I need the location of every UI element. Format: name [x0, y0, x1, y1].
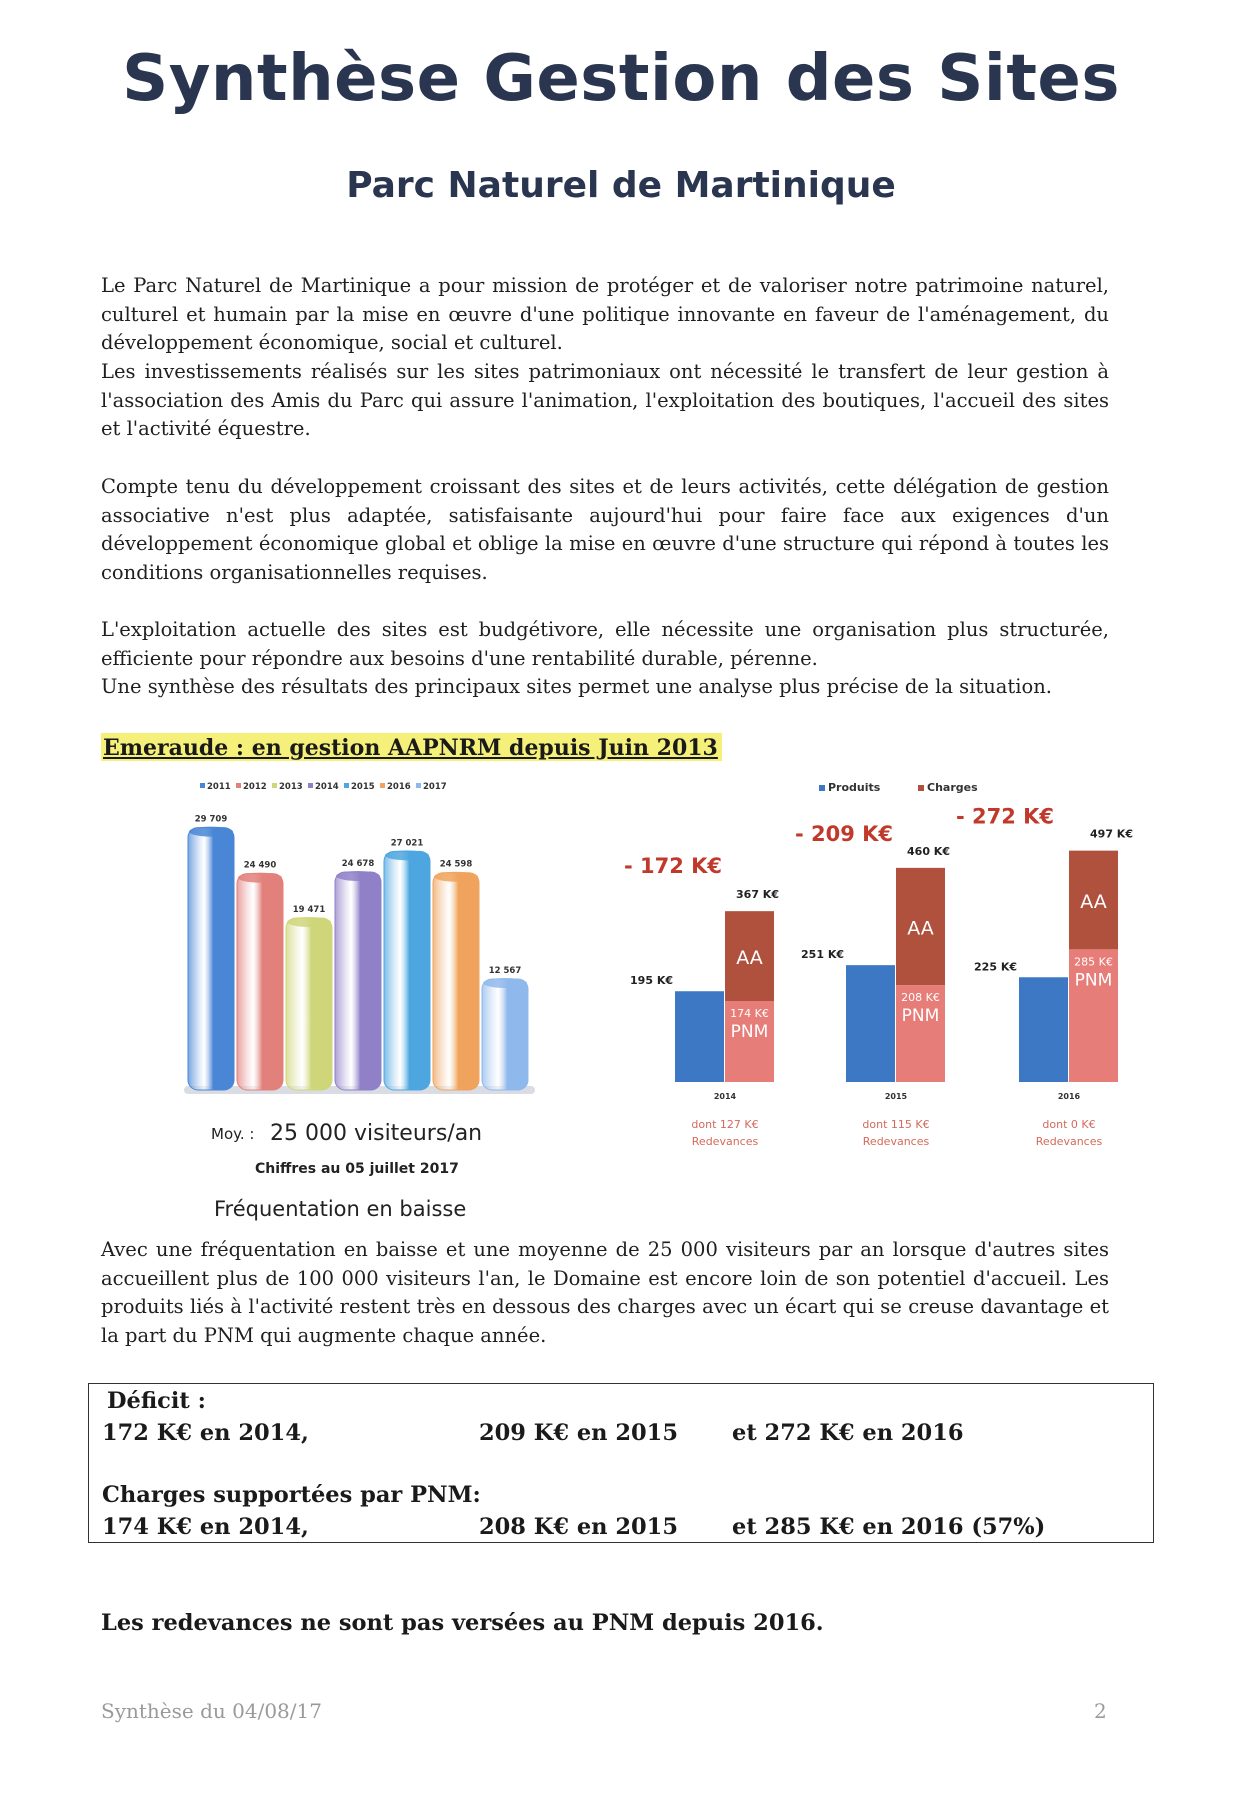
intro-paragraph-3: Compte tenu du développement croissant des sites et de leurs activités, cette délégation de gestion associative n'est plus adaptée, satisfaisante aujourd'hui pour faire face aux exigences d'un développement économique global et oblige la mise en œuvre d'une structure qui répond à toutes les conditions organisationnelles requises.: [101, 475, 1109, 584]
page-number: 2: [1094, 1699, 1107, 1723]
charges-total-label-2016: 497 K€: [1090, 827, 1133, 841]
charges-total-label-2015: 460 K€: [907, 844, 950, 858]
pnm-name-label-2014: PNM: [730, 1021, 769, 1042]
finance-legend-label-charges: Charges: [927, 781, 978, 794]
charges-total-label-2014: 367 K€: [736, 888, 779, 902]
visitors-legend-label-2016: 2016: [387, 782, 411, 792]
deficit-label-2014: - 172 K€: [623, 854, 722, 879]
redevance-amount-2015: dont 115 K€: [862, 1118, 930, 1131]
visitors-legend-label-2011: 2011: [207, 782, 231, 792]
redevance-amount-2014: dont 127 K€: [691, 1118, 759, 1131]
visitors-caption-note: Chiffres au 05 juillet 2017: [255, 1161, 459, 1177]
visitors-value-label-2013: 19 471: [292, 905, 326, 916]
deficit-label: Déficit :: [107, 1388, 206, 1414]
finance-year-label-2015: 2015: [884, 1092, 908, 1101]
visitors-caption-prefix: Moy. :: [211, 1125, 255, 1143]
deficit-2015: 209 K€ en 2015: [479, 1420, 678, 1446]
redevance-word-2016: Redevances: [1035, 1135, 1103, 1148]
visitors-caption-trend: Fréquentation en baisse: [214, 1197, 467, 1221]
finance-chart-legend: [819, 781, 978, 794]
footer-date: Synthèse du 04/08/17: [101, 1699, 322, 1723]
visitors-caption-main: 25 000 visiteurs/an: [270, 1121, 483, 1146]
redevance-word-2015: Redevances: [862, 1135, 930, 1148]
visitors-legend-label-2017: 2017: [423, 782, 447, 792]
produits-label-2015: 251 K€: [801, 948, 844, 962]
section-heading: Emeraude : en gestion AAPNRM depuis Juin 2013: [101, 733, 722, 761]
redevance-amount-2016: dont 0 K€: [1042, 1118, 1096, 1131]
visitors-legend-label-2014: 2014: [315, 782, 339, 792]
aa-label-2016: AA: [1080, 890, 1107, 913]
finance-legend-swatch-produits: [819, 785, 825, 791]
visitors-value-label-2014: 24 678: [341, 859, 375, 870]
produits-bar-2014: [675, 991, 724, 1082]
deficit-2016: et 272 K€ en 2016: [732, 1420, 964, 1446]
finance-year-label-2014: 2014: [713, 1092, 737, 1101]
finance-year-label-2016: 2016: [1057, 1092, 1081, 1101]
pnm-value-label-2016: 285 K€: [1074, 955, 1113, 969]
intro-paragraph-1: Le Parc Naturel de Martinique a pour mission de protéger et de valoriser notre patrimoine naturel, culturel et humain par la mise en œuvre d'une politique innovante en faveur de l'aménagement, du développement économique, social et culturel.: [101, 274, 1109, 355]
visitors-legend-label-2015: 2015: [351, 782, 375, 792]
charges-2014: 174 K€ en 2014,: [102, 1514, 309, 1540]
charges-label: Charges supportées par PNM:: [102, 1482, 481, 1508]
visitors-legend-label-2013: 2013: [279, 782, 303, 792]
pnm-value-label-2015: 208 K€: [901, 991, 940, 1005]
aa-label-2014: AA: [736, 947, 763, 970]
finance-legend-swatch-charges: [918, 785, 924, 791]
visitors-value-label-2012: 24 490: [243, 860, 277, 871]
visitors-value-label-2017: 12 567: [488, 965, 522, 976]
produits-bar-2015: [846, 965, 895, 1082]
visitors-value-label-2015: 27 021: [390, 838, 424, 849]
pnm-name-label-2016: PNM: [1074, 970, 1113, 991]
intro-paragraph-2: Les investissements réalisés sur les sites patrimoniaux ont nécessité le transfert de leur gestion à l'association des Amis du Parc qui assure l'animation, l'exploitation des boutiques, l'accueil des sites et l'activité équestre.: [101, 360, 1109, 441]
pnm-value-label-2014: 174 K€: [730, 1006, 769, 1020]
pnm-name-label-2015: PNM: [901, 1006, 940, 1027]
deficit-label-2016: - 272 K€: [955, 804, 1054, 829]
charges-2016: et 285 K€ en 2016 (57%): [732, 1514, 1046, 1540]
visitors-value-label-2011: 29 709: [194, 814, 228, 825]
deficit-2014: 172 K€ en 2014,: [102, 1420, 309, 1446]
visitors-legend-label-2012: 2012: [243, 782, 267, 792]
aa-label-2015: AA: [907, 917, 934, 940]
visitors-value-label-2016: 24 598: [439, 859, 473, 870]
intro-paragraph-5: Une synthèse des résultats des principaux sites permet une analyse plus précise de la situation.: [101, 675, 1052, 698]
deficit-label-2015: - 209 K€: [794, 821, 893, 846]
redevance-word-2014: Redevances: [691, 1135, 759, 1148]
charges-2015: 208 K€ en 2015: [479, 1514, 678, 1540]
intro-paragraph-4: L'exploitation actuelle des sites est budgétivore, elle nécessite une organisation plus structurée, efficiente pour répondre aux besoins d'une rentabilité durable, pérenne.: [101, 618, 1109, 670]
analysis-paragraph: Avec une fréquentation en baisse et une moyenne de 25 000 visiteurs par an lorsque d'autres sites accueillent plus de 100 000 visiteurs l'an, le Domaine est encore loin de son potentiel d'accueil. Les produits liés à l'activité restent très en dessous des charges avec un écart qui se creuse davantage et la part du PNM qui augmente chaque année.: [101, 1238, 1109, 1347]
closing-statement: Les redevances ne sont pas versées au PNM depuis 2016.: [101, 1610, 824, 1636]
page-subtitle: Parc Naturel de Martinique: [346, 165, 896, 206]
summary-box: [88, 1383, 1154, 1543]
page-title: Synthèse Gestion des Sites: [122, 42, 1120, 116]
produits-bar-2016: [1019, 977, 1068, 1082]
produits-label-2014: 195 K€: [630, 974, 673, 988]
produits-label-2016: 225 K€: [974, 960, 1017, 974]
pnm-bar-2016: [1069, 949, 1118, 1082]
finance-legend-label-produits: Produits: [828, 781, 881, 794]
